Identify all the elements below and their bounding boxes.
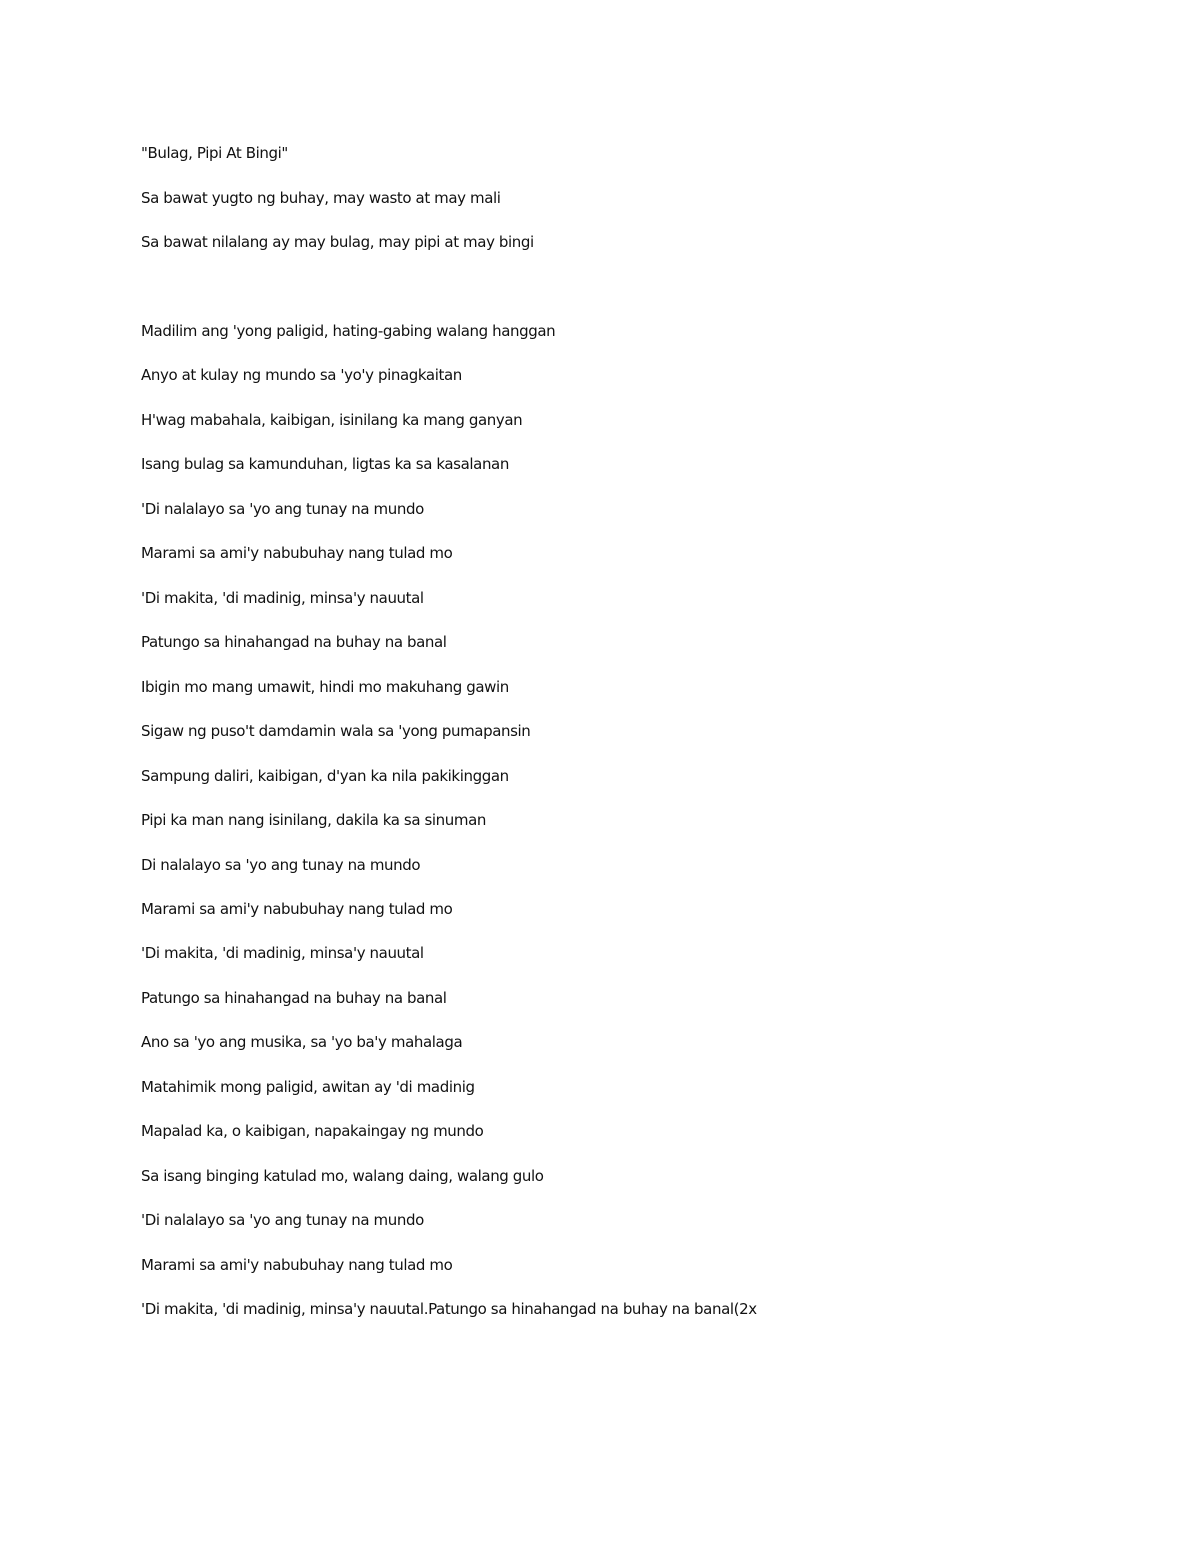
lyric-line: 'Di makita, 'di madinig, minsa'y nauutal [141,944,424,962]
lyric-line: Mapalad ka, o kaibigan, napakaingay ng mundo [141,1122,484,1140]
lyric-line: 'Di makita, 'di madinig, minsa'y nauutal [141,589,424,607]
lyric-line: Madilim ang 'yong paligid, hating-gabing walang hanggan [141,322,556,340]
lyric-line: Matahimik mong paligid, awitan ay 'di madinig [141,1078,475,1096]
lyric-line: Patungo sa hinahangad na buhay na banal [141,989,447,1007]
lyric-line: Sampung daliri, kaibigan, d'yan ka nila pakikinggan [141,767,509,785]
lyric-line: H'wag mabahala, kaibigan, isinilang ka mang ganyan [141,411,523,429]
lyric-line: Patungo sa hinahangad na buhay na banal [141,633,447,651]
lyric-line: Marami sa ami'y nabubuhay nang tulad mo [141,1256,453,1274]
lyric-line: 'Di makita, 'di madinig, minsa'y nauutal.Patungo sa hinahangad na buhay na banal(2x [141,1300,757,1318]
lyric-line: Ano sa 'yo ang musika, sa 'yo ba'y mahalaga [141,1033,463,1051]
intro-line: Sa bawat yugto ng buhay, may wasto at may mali [141,189,501,207]
song-title: "Bulag, Pipi At Bingi" [141,144,288,162]
lyric-line: Marami sa ami'y nabubuhay nang tulad mo [141,544,453,562]
lyric-line: Pipi ka man nang isinilang, dakila ka sa sinuman [141,811,487,829]
lyric-line: Sa isang binging katulad mo, walang daing, walang gulo [141,1167,544,1185]
lyric-line: Marami sa ami'y nabubuhay nang tulad mo [141,900,453,918]
lyric-line: Anyo at kulay ng mundo sa 'yo'y pinagkaitan [141,366,462,384]
lyric-line: Di nalalayo sa 'yo ang tunay na mundo [141,856,421,874]
intro-line: Sa bawat nilalang ay may bulag, may pipi at may bingi [141,233,534,251]
lyric-line: 'Di nalalayo sa 'yo ang tunay na mundo [141,1211,424,1229]
lyric-line: Ibigin mo mang umawit, hindi mo makuhang gawin [141,678,509,696]
lyric-line: Isang bulag sa kamunduhan, ligtas ka sa kasalanan [141,455,509,473]
lyric-line: Sigaw ng puso't damdamin wala sa 'yong pumapansin [141,722,531,740]
lyric-line: 'Di nalalayo sa 'yo ang tunay na mundo [141,500,424,518]
